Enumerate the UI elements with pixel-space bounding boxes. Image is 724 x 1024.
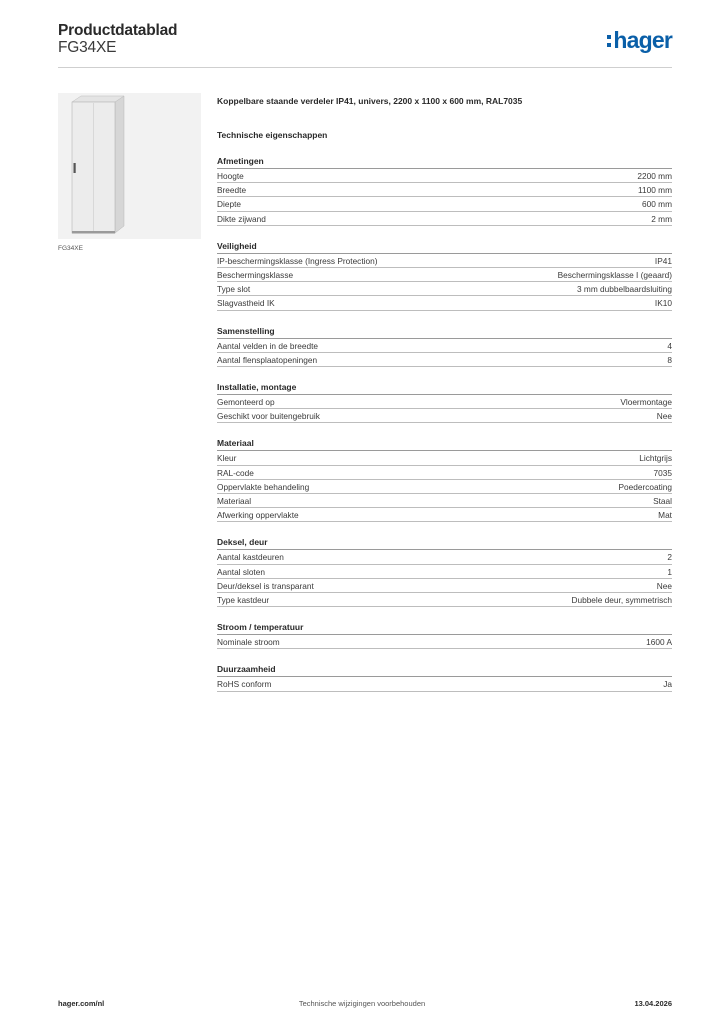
- spec-label: RoHS conform: [217, 679, 272, 690]
- spec-value: Staal: [653, 496, 672, 507]
- spec-row: [217, 183, 672, 197]
- spec-label: Diepte: [217, 199, 241, 210]
- spec-label: Aantal kastdeuren: [217, 552, 284, 563]
- spec-label: Deur/deksel is transparant: [217, 580, 314, 591]
- spec-row: [217, 254, 672, 268]
- spec-content: [217, 95, 672, 692]
- spec-value: Beschermingsklasse I (geaard): [557, 270, 672, 281]
- spec-row: [217, 451, 672, 465]
- spec-label: Slagvastheid IK: [217, 298, 275, 309]
- spec-label: RAL-code: [217, 467, 254, 478]
- spec-value: 2 mm: [651, 213, 672, 224]
- spec-label: Breedte: [217, 185, 247, 196]
- spec-value: 8: [667, 354, 672, 365]
- logo-dots-icon: [607, 35, 611, 47]
- spec-label: Type slot: [217, 284, 251, 295]
- spec-group: [217, 663, 672, 691]
- spec-label: Beschermingsklasse: [217, 270, 294, 281]
- spec-label: Aantal flensplaatopeningen: [217, 354, 318, 365]
- footer-disclaimer: Technische wijzigingen voorbehouden: [298, 999, 426, 1008]
- spec-value: IP41: [654, 255, 672, 266]
- spec-value: 4: [667, 340, 672, 351]
- header-divider: [58, 67, 672, 68]
- spec-value: 2200 mm: [637, 171, 672, 181]
- spec-group-title: Installatie, montage: [217, 381, 672, 395]
- spec-label: Nominale stroom: [217, 637, 280, 648]
- spec-label: Aantal sloten: [217, 566, 265, 577]
- spec-value: Mat: [658, 510, 672, 521]
- product-image: [58, 93, 201, 239]
- spec-value: Ja: [663, 679, 672, 690]
- logo-text: hager: [613, 27, 672, 53]
- spec-row: [217, 268, 672, 282]
- spec-group: [217, 437, 672, 522]
- spec-value: IK10: [654, 298, 672, 309]
- spec-value: Vloermontage: [620, 397, 672, 408]
- spec-row: [217, 550, 672, 564]
- spec-group: [217, 240, 672, 311]
- spec-row: [217, 197, 672, 211]
- spec-group: [217, 155, 672, 226]
- spec-label: Type kastdeur: [217, 595, 270, 606]
- image-caption: FG34XE: [58, 245, 83, 252]
- spec-value: 600 mm: [642, 199, 672, 210]
- spec-value: Nee: [656, 411, 672, 422]
- spec-row: [217, 212, 672, 226]
- spec-group-title: Afmetingen: [217, 155, 672, 169]
- spec-label: Oppervlakte behandeling: [217, 481, 310, 492]
- spec-label: Materiaal: [217, 496, 252, 507]
- spec-value: Nee: [656, 580, 672, 591]
- spec-value: 1600 A: [646, 637, 672, 648]
- footer-date: 13.04.2026: [634, 999, 672, 1008]
- spec-row: [217, 494, 672, 508]
- spec-label: IP-beschermingsklasse (Ingress Protection): [217, 255, 378, 266]
- spec-group: [217, 536, 672, 607]
- properties-title: Technische eigenschappen: [217, 130, 328, 140]
- spec-group-title: Stroom / temperatuur: [217, 621, 672, 635]
- spec-row: [217, 296, 672, 310]
- spec-row: [217, 565, 672, 579]
- spec-row: [217, 635, 672, 649]
- spec-row: [217, 169, 672, 183]
- spec-group: [217, 381, 672, 423]
- spec-value: 1: [667, 566, 672, 577]
- spec-group-title: Samenstelling: [217, 325, 672, 339]
- spec-row: [217, 466, 672, 480]
- spec-label: Afwerking oppervlakte: [217, 510, 299, 521]
- spec-group: [217, 621, 672, 649]
- spec-row: [217, 677, 672, 691]
- hager-logo[interactable]: [607, 29, 672, 52]
- spec-group-title: Deksel, deur: [217, 536, 672, 550]
- page-title: Productdatablad: [58, 22, 178, 39]
- spec-group-title: Materiaal: [217, 437, 672, 451]
- spec-value: Lichtgrijs: [639, 453, 672, 464]
- spec-value: 1100 mm: [638, 185, 672, 196]
- spec-value: Poedercoating: [618, 481, 672, 492]
- spec-label: Aantal velden in de breedte: [217, 340, 319, 351]
- spec-row: [217, 508, 672, 522]
- spec-groups: [217, 155, 672, 692]
- spec-group: [217, 325, 672, 367]
- spec-row: [217, 480, 672, 494]
- spec-value: 7035: [653, 467, 672, 478]
- product-code: FG34XE: [58, 39, 117, 56]
- spec-row: [217, 409, 672, 423]
- spec-label: Dikte zijwand: [217, 213, 266, 224]
- footer-website-link[interactable]: hager.com/nl: [58, 999, 105, 1008]
- spec-value: Dubbele deur, symmetrisch: [571, 595, 672, 606]
- spec-value: 3 mm dubbelbaardsluiting: [576, 284, 672, 295]
- spec-row: [217, 579, 672, 593]
- spec-row: [217, 282, 672, 296]
- spec-row: [217, 339, 672, 353]
- spec-value: 2: [667, 552, 672, 563]
- spec-label: Kleur: [217, 453, 237, 464]
- spec-row: [217, 395, 672, 409]
- spec-row: [217, 353, 672, 367]
- spec-group-title: Duurzaamheid: [217, 663, 672, 677]
- spec-group-title: Veiligheid: [217, 240, 672, 254]
- product-description: Koppelbare staande verdeler IP41, univers, 2200 x 1100 x 600 mm, RAL7035: [217, 96, 523, 106]
- spec-label: Gemonteerd op: [217, 397, 275, 408]
- cabinet-illustration-icon: [58, 93, 201, 239]
- spec-row: [217, 593, 672, 607]
- spec-label: Geschikt voor buitengebruik: [217, 411, 320, 422]
- spec-label: Hoogte: [217, 171, 244, 181]
